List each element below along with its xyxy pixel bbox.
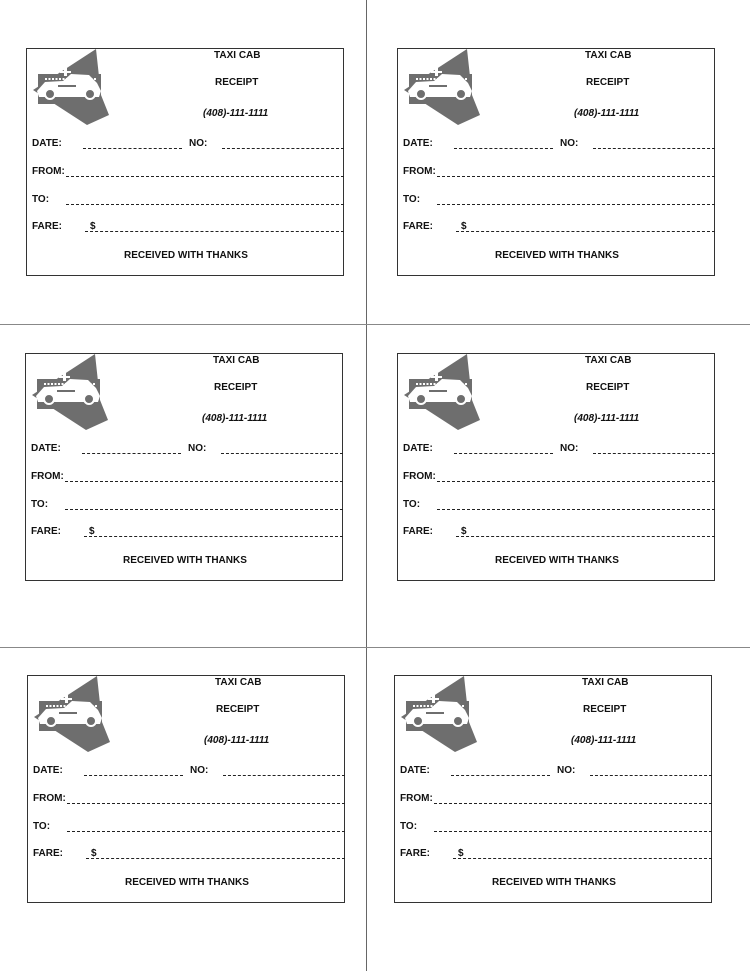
phone-number: (408)-111-1111 [574,413,640,424]
receipt-heading: RECEIPT [583,704,627,715]
from-label: FROM: [31,471,64,482]
from-field-line[interactable] [434,803,712,804]
currency-symbol: $ [461,526,467,537]
date-label: DATE: [400,765,430,776]
date-label: DATE: [33,765,63,776]
number-label: NO: [188,443,207,454]
fare-field-line[interactable] [86,858,345,859]
taxi-logo-icon [399,676,477,752]
number-field-line[interactable] [590,775,712,776]
currency-symbol: $ [91,848,97,859]
taxi-receipt [397,48,715,276]
fare-label: FARE: [31,526,61,537]
from-field-line[interactable] [65,481,343,482]
page-divider-vertical [366,0,367,971]
date-field-line[interactable] [82,453,181,454]
phone-number: (408)-111-1111 [571,735,637,746]
phone-number: (408)-111-1111 [204,735,270,746]
received-with-thanks: RECEIVED WITH THANKS [124,250,248,261]
page-divider-horizontal-2 [0,647,750,648]
fare-label: FARE: [403,221,433,232]
to-field-line[interactable] [437,509,715,510]
fare-label: FARE: [400,848,430,859]
to-label: TO: [31,499,49,510]
taxi-receipt [25,353,343,581]
company-name: TAXI CAB [215,677,262,688]
fare-label: FARE: [403,526,433,537]
to-label: TO: [403,194,421,205]
company-name: TAXI CAB [585,50,632,61]
number-label: NO: [190,765,209,776]
date-field-line[interactable] [83,148,182,149]
fare-field-line[interactable] [456,231,715,232]
received-with-thanks: RECEIVED WITH THANKS [123,555,247,566]
fare-label: FARE: [32,221,62,232]
currency-symbol: $ [89,526,95,537]
receipt-heading: RECEIPT [216,704,260,715]
received-with-thanks: RECEIVED WITH THANKS [125,877,249,888]
to-field-line[interactable] [437,204,715,205]
currency-symbol: $ [461,221,467,232]
taxi-receipt [397,353,715,581]
from-field-line[interactable] [437,481,715,482]
phone-number: (408)-111-1111 [203,108,269,119]
to-label: TO: [33,821,51,832]
phone-number: (408)-111-1111 [574,108,640,119]
fare-field-line[interactable] [85,231,344,232]
fare-label: FARE: [33,848,63,859]
from-field-line[interactable] [437,176,715,177]
number-label: NO: [189,138,208,149]
number-field-line[interactable] [221,453,343,454]
to-label: TO: [32,194,50,205]
from-label: FROM: [403,166,436,177]
company-name: TAXI CAB [214,50,261,61]
date-label: DATE: [403,138,433,149]
page-divider-horizontal-1 [0,324,750,325]
company-name: TAXI CAB [585,355,632,366]
company-name: TAXI CAB [582,677,629,688]
number-field-line[interactable] [593,148,715,149]
number-label: NO: [560,443,579,454]
to-label: TO: [400,821,418,832]
fare-field-line[interactable] [84,536,343,537]
date-field-line[interactable] [451,775,550,776]
number-label: NO: [557,765,576,776]
taxi-receipt [26,48,344,276]
taxi-logo-icon [32,676,110,752]
from-label: FROM: [403,471,436,482]
from-field-line[interactable] [67,803,345,804]
number-field-line[interactable] [223,775,345,776]
receipt-heading: RECEIPT [214,382,258,393]
number-label: NO: [560,138,579,149]
received-with-thanks: RECEIVED WITH THANKS [492,877,616,888]
currency-symbol: $ [90,221,96,232]
date-field-line[interactable] [454,148,553,149]
from-label: FROM: [33,793,66,804]
to-field-line[interactable] [434,831,712,832]
to-label: TO: [403,499,421,510]
date-field-line[interactable] [454,453,553,454]
received-with-thanks: RECEIVED WITH THANKS [495,250,619,261]
fare-field-line[interactable] [453,858,712,859]
from-label: FROM: [400,793,433,804]
number-field-line[interactable] [593,453,715,454]
taxi-logo-icon [402,49,480,125]
fare-field-line[interactable] [456,536,715,537]
to-field-line[interactable] [65,509,343,510]
taxi-receipt [27,675,345,903]
currency-symbol: $ [458,848,464,859]
date-label: DATE: [403,443,433,454]
taxi-logo-icon [31,49,109,125]
taxi-receipt [394,675,712,903]
phone-number: (408)-111-1111 [202,413,268,424]
receipt-heading: RECEIPT [586,77,630,88]
from-label: FROM: [32,166,65,177]
date-label: DATE: [32,138,62,149]
taxi-logo-icon [30,354,108,430]
receipt-heading: RECEIPT [215,77,259,88]
company-name: TAXI CAB [213,355,260,366]
receipt-heading: RECEIPT [586,382,630,393]
from-field-line[interactable] [66,176,344,177]
number-field-line[interactable] [222,148,344,149]
date-field-line[interactable] [84,775,183,776]
to-field-line[interactable] [67,831,345,832]
to-field-line[interactable] [66,204,344,205]
date-label: DATE: [31,443,61,454]
taxi-logo-icon [402,354,480,430]
received-with-thanks: RECEIVED WITH THANKS [495,555,619,566]
